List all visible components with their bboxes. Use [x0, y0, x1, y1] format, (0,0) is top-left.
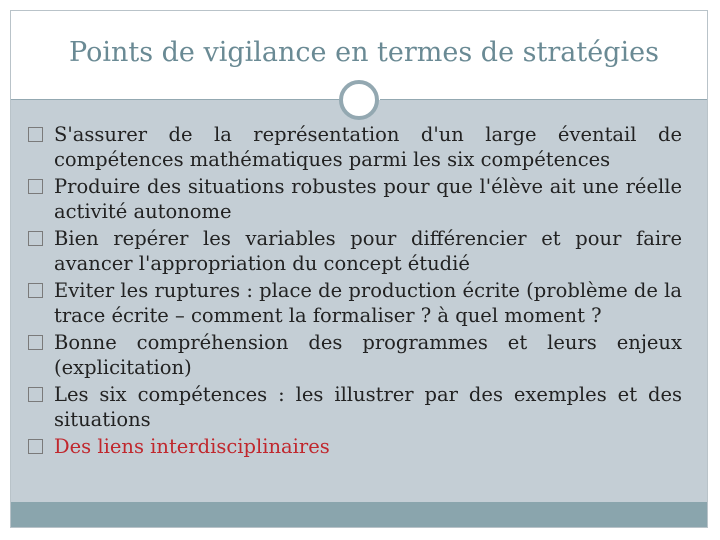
- circle-ornament-icon: [339, 80, 379, 120]
- slide-title: Points de vigilance en termes de stratégies: [69, 37, 659, 68]
- bullet-text: Bien repérer les variables pour différencier et pour faire avancer l'appropriation du concept étudié: [54, 227, 682, 275]
- bullet-text: Produire des situations robustes pour que l'élève ait une réelle activité autonome: [54, 175, 682, 223]
- bullet-list: [28, 123, 682, 463]
- bullet-item: [28, 227, 682, 276]
- square-bullet-icon: [28, 179, 43, 194]
- divider-line-right: [380, 99, 707, 100]
- bullet-item: [28, 331, 682, 380]
- square-bullet-icon: [28, 387, 43, 402]
- bullet-item-highlighted: [28, 435, 682, 460]
- square-bullet-icon: [28, 127, 43, 142]
- bullet-item: [28, 383, 682, 432]
- bullet-text: Eviter les ruptures : place de production écrite (problème de la trace écrite – comment la formaliser ? à quel moment ?: [54, 279, 682, 327]
- divider-line-left: [11, 99, 339, 100]
- bullet-text: Les six compétences : les illustrer par des exemples et des situations: [54, 383, 682, 431]
- square-bullet-icon: [28, 283, 43, 298]
- square-bullet-icon: [28, 335, 43, 350]
- bullet-text: Bonne compréhension des programmes et leurs enjeux (explicitation): [54, 331, 682, 379]
- bullet-item: [28, 175, 682, 224]
- square-bullet-icon: [28, 231, 43, 246]
- bullet-item: [28, 279, 682, 328]
- footer-bar: [11, 502, 707, 527]
- bullet-text: Des liens interdisciplinaires: [54, 435, 330, 458]
- bullet-item: [28, 123, 682, 172]
- square-bullet-icon: [28, 439, 43, 454]
- bullet-text: S'assurer de la représentation d'un large éventail de compétences mathématiques parmi les six compétences: [54, 123, 682, 171]
